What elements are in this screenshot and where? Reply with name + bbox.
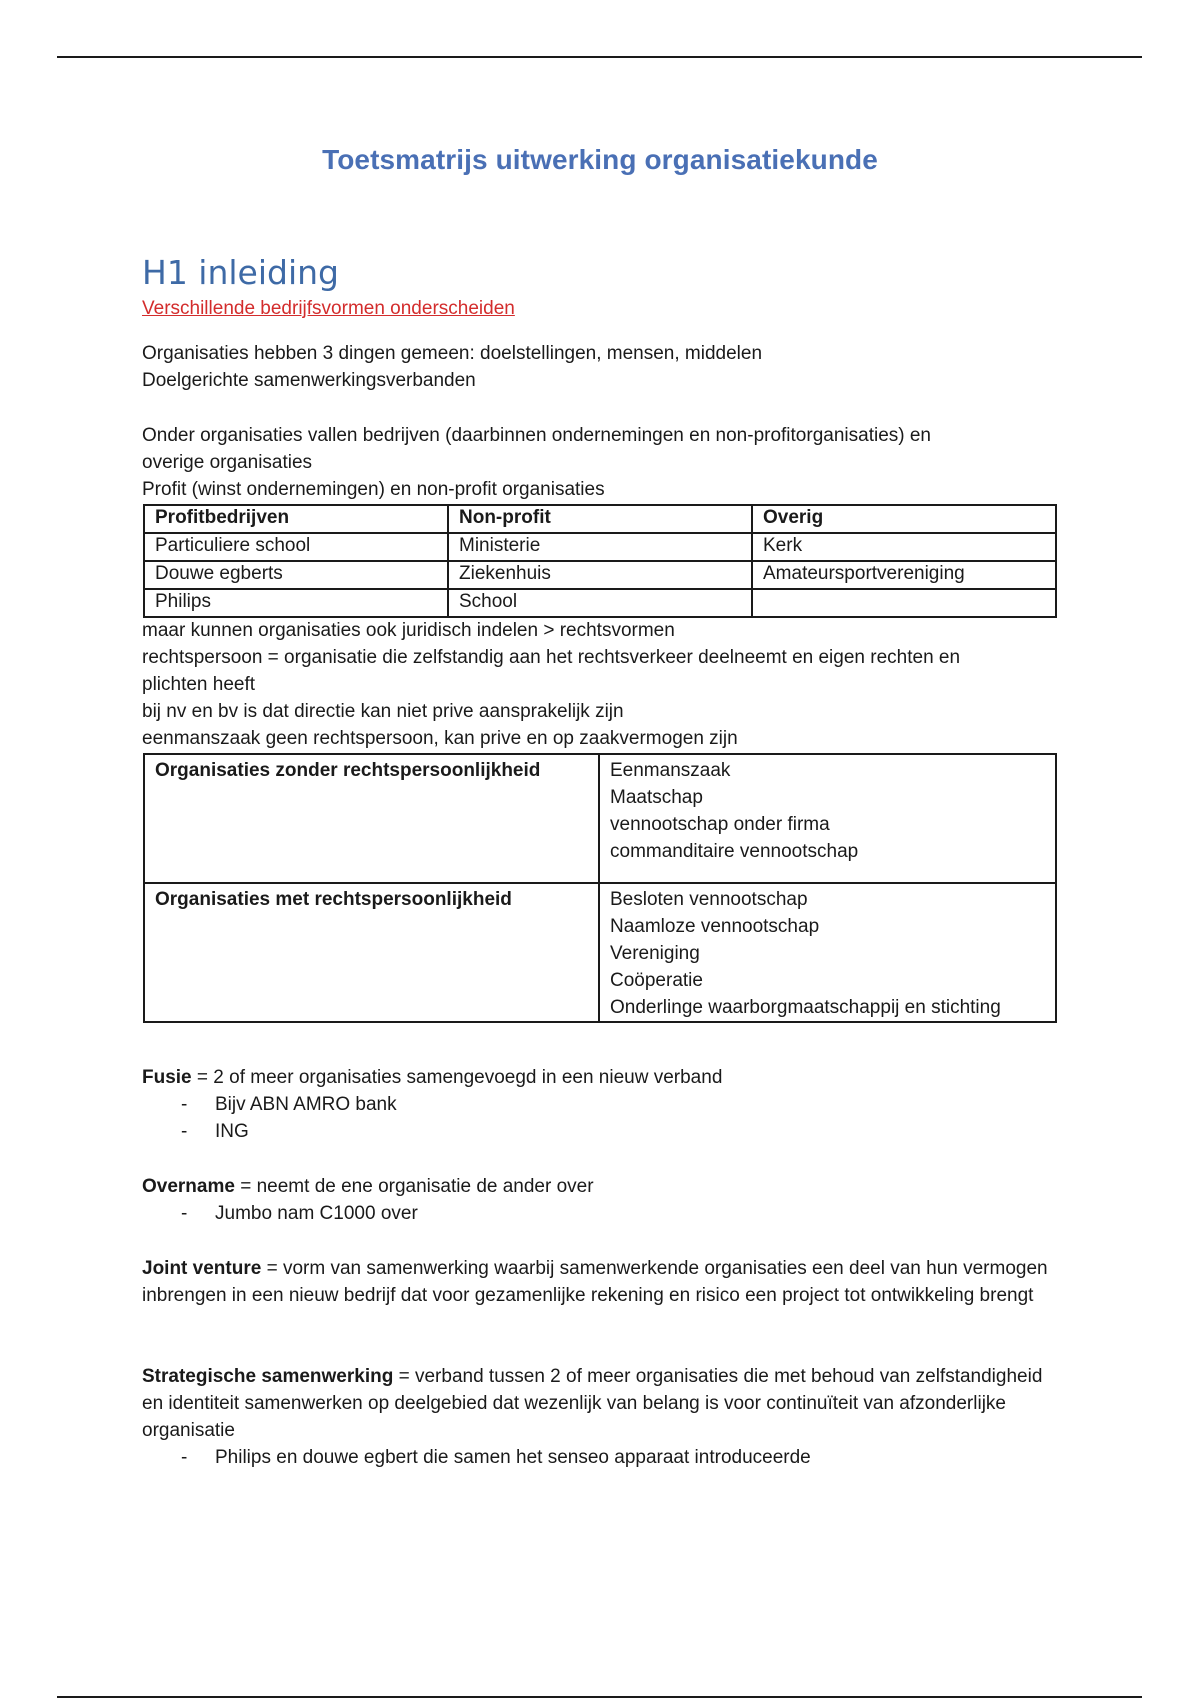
definition-term: Joint venture	[142, 1258, 262, 1279]
table-row	[144, 589, 1056, 617]
section-subheading: Verschillende bedrijfsvormen onderscheiden	[142, 298, 515, 319]
legal-forms-table	[143, 753, 1057, 1023]
paragraph-line: maar kunnen organisaties ook juridisch indelen > rechtsvormen	[142, 620, 675, 641]
definition-term: Strategische samenwerking	[142, 1366, 394, 1387]
table-cell: Amateursportvereniging	[752, 561, 1056, 589]
definition-examples	[142, 1200, 1062, 1227]
definition-text	[142, 1363, 1062, 1444]
definition-examples	[142, 1444, 1062, 1471]
list-item: - Bijv ABN AMRO bank	[142, 1091, 1062, 1118]
definition-text	[142, 1173, 1062, 1200]
table-cell: School	[448, 589, 752, 617]
paragraph-line: eenmanszaak geen rechtspersoon, kan prive en op zaakvermogen zijn	[142, 728, 738, 749]
paragraph-line: bij nv en bv is dat directie kan niet prive aansprakelijk zijn	[142, 701, 624, 722]
chapter-heading: H1 inleiding	[142, 253, 340, 292]
paragraph-line: Onder organisaties vallen bedrijven (daarbinnen ondernemingen en non-profitorganisaties) en	[142, 425, 932, 446]
definition-joint-venture	[142, 1255, 1062, 1309]
paragraph-line: Profit (winst ondernemingen) en non-profit organisaties	[142, 479, 605, 500]
table-row-label: Organisaties zonder rechtspersoonlijkheid	[144, 754, 599, 883]
legal-form-item: Eenmanszaak	[610, 760, 731, 781]
paragraph-line: plichten heeft	[142, 674, 256, 695]
organisations-paragraph	[142, 422, 1062, 503]
legal-form-item: vennootschap onder firma	[610, 814, 830, 835]
list-item: - Philips en douwe egbert die samen het senseo apparaat introduceerde	[142, 1444, 1062, 1471]
document-title: Toetsmatrijs uitwerking organisatiekunde	[322, 144, 878, 175]
table-row	[144, 533, 1056, 561]
paragraph-line: overige organisaties	[142, 452, 313, 473]
table-row-label: Organisaties met rechtspersoonlijkheid	[144, 883, 599, 1022]
table-cell: Ministerie	[448, 533, 752, 561]
legal-form-item: Coöperatie	[610, 970, 703, 991]
definition-fusie	[142, 1064, 1062, 1145]
legal-form-item: commanditaire vennootschap	[610, 841, 859, 862]
table-header-cell: Overig	[752, 505, 1056, 533]
definition-text	[142, 1064, 1062, 1091]
definition-text	[142, 1255, 1062, 1309]
definition-body: = neemt de ene organisatie de ander over	[234, 1176, 594, 1197]
definition-body: = verband tussen 2 of meer organisaties die met behoud van zelfstandigheid en identiteit samenwerken op deelgebied dat wezenlijk van belang is voor continuïteit van afzonderlijke organisatie	[142, 1366, 1043, 1441]
organisation-types-table	[143, 504, 1057, 618]
legal-form-item: Vereniging	[610, 943, 700, 964]
table-cell	[752, 589, 1056, 617]
list-item: - Jumbo nam C1000 over	[142, 1200, 1062, 1227]
definition-body: = 2 of meer organisaties samengevoegd in een nieuw verband	[191, 1067, 723, 1088]
table-row	[144, 561, 1056, 589]
page-top-rule	[57, 56, 1142, 58]
table-cell: Kerk	[752, 533, 1056, 561]
table-row	[144, 754, 1056, 883]
definition-overname	[142, 1173, 1062, 1227]
table-header-row	[144, 505, 1056, 533]
legal-form-item: Naamloze vennootschap	[610, 916, 820, 937]
definition-term: Overname	[142, 1176, 235, 1197]
table-row	[144, 883, 1056, 1022]
intro-line: Organisaties hebben 3 dingen gemeen: doelstellingen, mensen, middelen	[142, 343, 763, 364]
intro-paragraph	[142, 340, 1062, 394]
table-header-cell: Non-profit	[448, 505, 752, 533]
list-item: - ING	[142, 1118, 1062, 1145]
table-cell: Douwe egberts	[144, 561, 448, 589]
table-cell: Philips	[144, 589, 448, 617]
table-header-cell: Profitbedrijven	[144, 505, 448, 533]
table-cell: Ziekenhuis	[448, 561, 752, 589]
definition-examples	[142, 1091, 1062, 1145]
legal-form-item: Besloten vennootschap	[610, 889, 808, 910]
table-cell: Particuliere school	[144, 533, 448, 561]
legal-form-item: Onderlinge waarborgmaatschappij en stichting	[610, 997, 1001, 1018]
intro-line: Doelgerichte samenwerkingsverbanden	[142, 370, 476, 391]
page-bottom-rule	[57, 1696, 1142, 1698]
table-cell	[599, 754, 1056, 883]
legal-form-item: Maatschap	[610, 787, 703, 808]
definition-strategische-samenwerking	[142, 1363, 1062, 1471]
legal-forms-paragraph	[142, 617, 1062, 752]
definition-term: Fusie	[142, 1067, 192, 1088]
definition-body: = vorm van samenwerking waarbij samenwerkende organisaties een deel van hun vermogen inbrengen in een nieuw bedrijf dat voor gezamenlijke rekening en risico een project tot ontwikkeling brengt	[142, 1258, 1048, 1306]
table-cell	[599, 883, 1056, 1022]
paragraph-line: rechtspersoon = organisatie die zelfstandig aan het rechtsverkeer deelneemt en eigen rechten en	[142, 647, 961, 668]
